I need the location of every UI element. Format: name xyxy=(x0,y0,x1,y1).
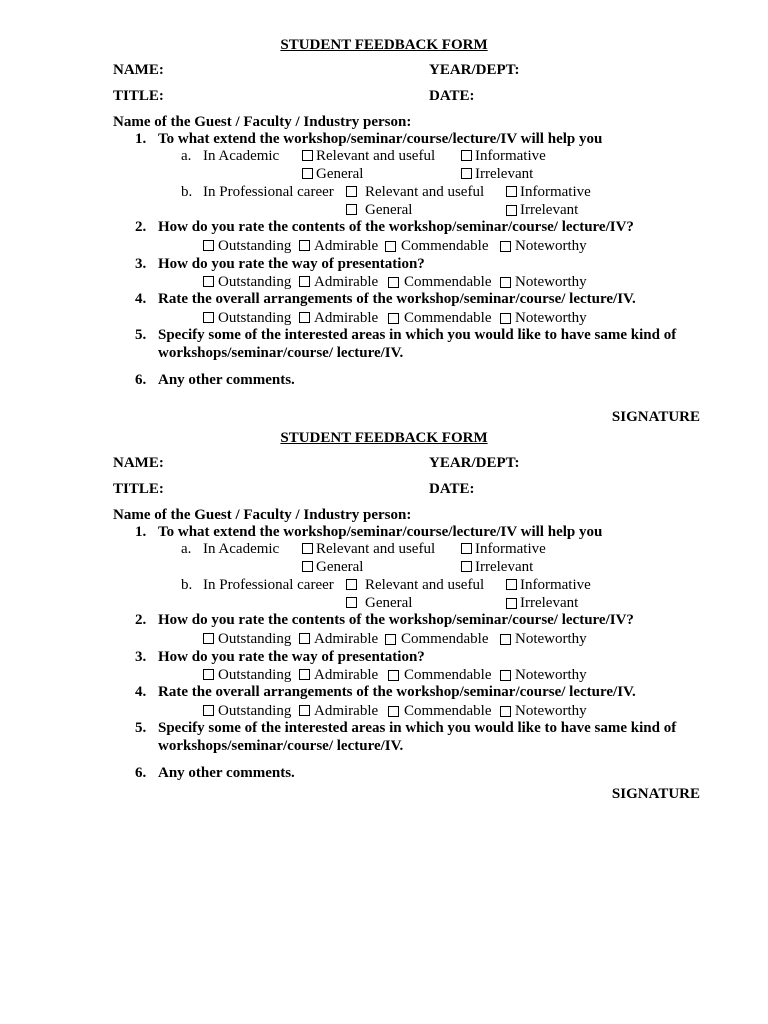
option-general-career: General xyxy=(365,595,413,611)
q1b-label: In Professional career xyxy=(203,577,334,593)
checkbox-general-academic[interactable] xyxy=(302,168,313,179)
option-admirable: Admirable xyxy=(314,274,379,290)
option-irrelevant-career: Irrelevant xyxy=(520,202,579,218)
option-noteworthy: Noteworthy xyxy=(515,631,587,647)
q5-text-line2: workshops/seminar/course/ lecture/IV. xyxy=(158,345,404,361)
checkbox-noteworthy[interactable] xyxy=(500,634,511,645)
option-relevant-career: Relevant and useful xyxy=(365,577,485,593)
checkbox-commendable[interactable] xyxy=(385,634,396,645)
option-noteworthy: Noteworthy xyxy=(515,238,587,254)
checkbox-general-career[interactable] xyxy=(346,204,357,215)
checkbox-admirable[interactable] xyxy=(299,669,310,680)
checkbox-general-academic[interactable] xyxy=(302,561,313,572)
checkbox-irrelevant-career[interactable] xyxy=(506,598,517,609)
option-informative-career: Informative xyxy=(520,184,591,200)
q4-text: Rate the overall arrangements of the workshop/seminar/course/ lecture/IV. xyxy=(158,684,636,700)
checkbox-informative-academic[interactable] xyxy=(461,150,472,161)
q5-number: 5. xyxy=(135,720,147,736)
option-outstanding: Outstanding xyxy=(218,703,292,719)
option-relevant-career: Relevant and useful xyxy=(365,184,485,200)
checkbox-admirable[interactable] xyxy=(299,240,310,251)
option-outstanding: Outstanding xyxy=(218,274,292,290)
option-commendable: Commendable xyxy=(404,310,492,326)
checkbox-irrelevant-academic[interactable] xyxy=(461,168,472,179)
checkbox-irrelevant-academic[interactable] xyxy=(461,561,472,572)
option-noteworthy: Noteworthy xyxy=(515,667,587,683)
option-admirable: Admirable xyxy=(314,310,379,326)
q6-text: Any other comments. xyxy=(158,765,295,781)
q6-number: 6. xyxy=(135,372,147,388)
option-outstanding: Outstanding xyxy=(218,310,292,326)
q5-text-line1: Specify some of the interested areas in which you would like to have same kind of xyxy=(158,327,677,343)
q5-number: 5. xyxy=(135,327,147,343)
name-label: NAME: xyxy=(113,62,164,78)
option-relevant-academic: Relevant and useful xyxy=(316,541,436,557)
q3-number: 3. xyxy=(135,256,147,272)
option-outstanding: Outstanding xyxy=(218,631,292,647)
q2-text: How do you rate the contents of the workshop/seminar/course/ lecture/IV? xyxy=(158,219,634,235)
checkbox-commendable[interactable] xyxy=(388,706,399,717)
checkbox-outstanding[interactable] xyxy=(203,276,214,287)
q2-number: 2. xyxy=(135,219,147,235)
checkbox-general-career[interactable] xyxy=(346,597,357,608)
guest-label: Name of the Guest / Faculty / Industry person: xyxy=(113,114,412,130)
option-informative-academic: Informative xyxy=(475,541,546,557)
option-informative-academic: Informative xyxy=(475,148,546,164)
checkbox-relevant-career[interactable] xyxy=(346,579,357,590)
checkbox-noteworthy[interactable] xyxy=(500,670,511,681)
option-outstanding: Outstanding xyxy=(218,667,292,683)
option-commendable: Commendable xyxy=(404,274,492,290)
checkbox-admirable[interactable] xyxy=(299,312,310,323)
option-outstanding: Outstanding xyxy=(218,238,292,254)
option-commendable: Commendable xyxy=(404,667,492,683)
option-informative-career: Informative xyxy=(520,577,591,593)
checkbox-outstanding[interactable] xyxy=(203,669,214,680)
q2-text: How do you rate the contents of the workshop/seminar/course/ lecture/IV? xyxy=(158,612,634,628)
option-noteworthy: Noteworthy xyxy=(515,274,587,290)
q4-number: 4. xyxy=(135,684,147,700)
checkbox-outstanding[interactable] xyxy=(203,633,214,644)
q6-number: 6. xyxy=(135,765,147,781)
option-noteworthy: Noteworthy xyxy=(515,310,587,326)
q1b-letter: b. xyxy=(181,577,193,593)
signature-label: SIGNATURE xyxy=(611,786,700,802)
option-admirable: Admirable xyxy=(314,667,379,683)
checkbox-noteworthy[interactable] xyxy=(500,241,511,252)
date-label: DATE: xyxy=(429,481,475,497)
option-commendable: Commendable xyxy=(401,238,489,254)
checkbox-noteworthy[interactable] xyxy=(500,277,511,288)
title-label: TITLE: xyxy=(113,481,164,497)
checkbox-informative-academic[interactable] xyxy=(461,543,472,554)
date-label: DATE: xyxy=(429,88,475,104)
option-admirable: Admirable xyxy=(314,631,379,647)
option-general-academic: General xyxy=(316,166,364,182)
option-irrelevant-career: Irrelevant xyxy=(520,595,579,611)
checkbox-irrelevant-career[interactable] xyxy=(506,205,517,216)
checkbox-informative-career[interactable] xyxy=(506,186,517,197)
option-relevant-academic: Relevant and useful xyxy=(316,148,436,164)
checkbox-relevant-career[interactable] xyxy=(346,186,357,197)
checkbox-noteworthy[interactable] xyxy=(500,313,511,324)
title-label: TITLE: xyxy=(113,88,164,104)
checkbox-commendable[interactable] xyxy=(388,277,399,288)
q5-text-line1: Specify some of the interested areas in which you would like to have same kind of xyxy=(158,720,677,736)
feedback-form xyxy=(0,393,768,802)
checkbox-outstanding[interactable] xyxy=(203,312,214,323)
form-title: STUDENT FEEDBACK FORM xyxy=(280,37,488,53)
checkbox-admirable[interactable] xyxy=(299,276,310,287)
option-admirable: Admirable xyxy=(314,238,379,254)
q2-number: 2. xyxy=(135,612,147,628)
q1a-label: In Academic xyxy=(203,148,280,164)
q1a-letter: a. xyxy=(181,148,192,164)
year-dept-label: YEAR/DEPT: xyxy=(429,455,520,471)
q1-text: To what extend the workshop/seminar/course/lecture/IV will help you xyxy=(158,524,603,540)
signature-label: SIGNATURE xyxy=(611,409,700,425)
option-noteworthy: Noteworthy xyxy=(515,703,587,719)
option-irrelevant-academic: Irrelevant xyxy=(475,166,534,182)
q6-text: Any other comments. xyxy=(158,372,295,388)
checkbox-relevant-academic[interactable] xyxy=(302,543,313,554)
option-irrelevant-academic: Irrelevant xyxy=(475,559,534,575)
option-admirable: Admirable xyxy=(314,703,379,719)
checkbox-outstanding[interactable] xyxy=(203,705,214,716)
form-title: STUDENT FEEDBACK FORM xyxy=(280,430,488,446)
checkbox-relevant-academic[interactable] xyxy=(302,150,313,161)
name-label: NAME: xyxy=(113,455,164,471)
year-dept-label: YEAR/DEPT: xyxy=(429,62,520,78)
q1a-letter: a. xyxy=(181,541,192,557)
q4-text: Rate the overall arrangements of the workshop/seminar/course/ lecture/IV. xyxy=(158,291,636,307)
checkbox-outstanding[interactable] xyxy=(203,240,214,251)
q3-text: How do you rate the way of presentation? xyxy=(158,256,425,272)
checkbox-commendable[interactable] xyxy=(388,313,399,324)
q1b-label: In Professional career xyxy=(203,184,334,200)
q4-number: 4. xyxy=(135,291,147,307)
option-commendable: Commendable xyxy=(404,703,492,719)
checkbox-noteworthy[interactable] xyxy=(500,706,511,717)
option-general-career: General xyxy=(365,202,413,218)
guest-label: Name of the Guest / Faculty / Industry person: xyxy=(113,507,412,523)
checkbox-commendable[interactable] xyxy=(385,241,396,252)
checkbox-admirable[interactable] xyxy=(299,633,310,644)
checkbox-admirable[interactable] xyxy=(299,705,310,716)
option-commendable: Commendable xyxy=(401,631,489,647)
q1-number: 1. xyxy=(135,524,147,540)
q3-text: How do you rate the way of presentation? xyxy=(158,649,425,665)
feedback-form xyxy=(0,0,768,425)
q1b-letter: b. xyxy=(181,184,193,200)
checkbox-commendable[interactable] xyxy=(388,670,399,681)
q1-text: To what extend the workshop/seminar/course/lecture/IV will help you xyxy=(158,131,603,147)
q1-number: 1. xyxy=(135,131,147,147)
q5-text-line2: workshops/seminar/course/ lecture/IV. xyxy=(158,738,404,754)
q3-number: 3. xyxy=(135,649,147,665)
q1a-label: In Academic xyxy=(203,541,280,557)
option-general-academic: General xyxy=(316,559,364,575)
checkbox-informative-career[interactable] xyxy=(506,579,517,590)
